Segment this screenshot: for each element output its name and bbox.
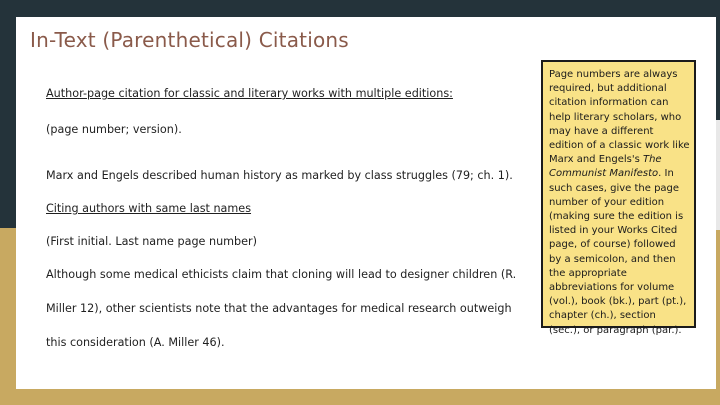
marx-engels-example: Marx and Engels described human history as marked by class struggles (79; ch. 1).: [46, 169, 513, 182]
slide-title: In-Text (Parenthetical) Citations: [30, 28, 349, 52]
note-text-part-1: Page numbers are always required, but additional citation information can help literary scholars, who may have a different edition of a classic work like Marx and Engels's: [549, 69, 690, 166]
author-page-heading: Author-page citation for classic and literary works with multiple editions:: [46, 87, 453, 100]
cloning-example-line-3: this consideration (A. Miller 46).: [46, 336, 225, 349]
cloning-example-line-1: Although some medical ethicists claim that cloning will lead to designer children (R.: [46, 268, 517, 281]
same-last-names-heading: Citing authors with same last names: [46, 202, 252, 215]
cloning-example-line-2: Miller 12), other scientists note that the advantages for medical research outweigh: [46, 302, 512, 315]
first-initial-format: (First initial. Last name page number): [46, 235, 258, 248]
page-number-version-format: (page number; version).: [46, 123, 182, 136]
note-italic-title: The Communist Manifesto: [549, 154, 662, 180]
note-text-part-2: . In such cases, give the page number of your edition (making sure the edition is listed in your Works Cited page, of course) followed by a semicolon, and then the appropriate abbreviations for volume (vol.), book (bk.), part (pt.), chapter (ch.), section (sec.), or paragraph (par.).: [549, 168, 687, 336]
note-callout-box: [541, 60, 696, 336]
